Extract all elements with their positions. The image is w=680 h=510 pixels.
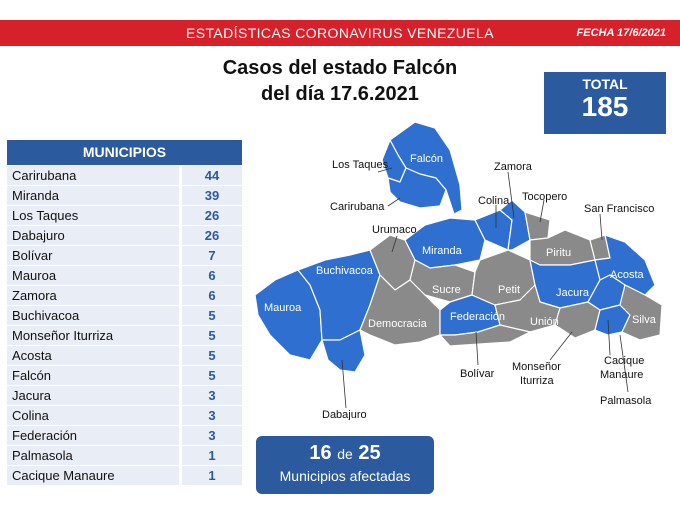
label-dabajuro: Dabajuro — [322, 409, 367, 420]
label-piritu: Piritu — [546, 247, 572, 259]
municipality-count: 5 — [182, 366, 242, 385]
municipality-name: Carirubana — [7, 166, 179, 185]
label-zamora: Zamora — [494, 161, 532, 173]
municipality-count: 6 — [182, 266, 242, 285]
leader-carirubana — [388, 198, 400, 206]
municipality-count: 6 — [182, 286, 242, 305]
label-jacura: Jacura — [556, 287, 590, 299]
label-cacique: Cacique — [604, 355, 645, 367]
label-democracia: Democracia — [368, 318, 427, 330]
total-value: 185 — [581, 91, 629, 122]
label-buchivacoa: Buchivacoa — [316, 265, 373, 277]
municipality-count: 3 — [182, 386, 242, 405]
header-date: FECHA 17/6/2021 — [576, 27, 666, 39]
total-label: TOTAL — [582, 76, 628, 92]
table-row — [7, 326, 242, 345]
label-manaure: Manaure — [600, 369, 644, 381]
label-carirubana: Carirubana — [330, 201, 385, 213]
label-monsenor: Monseñor — [512, 361, 561, 373]
municipality-count: 26 — [182, 226, 242, 245]
municipality-count: 7 — [182, 246, 242, 265]
municipality-name: Palmasola — [7, 446, 179, 465]
table-row — [7, 306, 242, 325]
falcon-state-map — [250, 110, 670, 420]
municipality-name: Zamora — [7, 286, 179, 305]
label-san-francisco: San Francisco — [584, 203, 655, 215]
label-silva: Silva — [632, 314, 656, 326]
affected-connector: de — [337, 446, 353, 462]
table-row — [7, 406, 242, 425]
map-region-monsenor-iturriza — [555, 302, 600, 338]
table-body — [7, 166, 242, 485]
municipality-name: Falcón — [7, 366, 179, 385]
municipality-count: 26 — [182, 206, 242, 225]
page-title — [190, 55, 490, 107]
municipality-name: Acosta — [7, 346, 179, 365]
table-row — [7, 266, 242, 285]
table-row — [7, 166, 242, 185]
municipalities-table — [7, 140, 242, 485]
municipality-count: 5 — [182, 346, 242, 365]
label-tocopero: Tocopero — [522, 191, 568, 203]
municipality-count: 5 — [182, 306, 242, 325]
municipality-count: 44 — [182, 166, 242, 185]
affected-count: 16 — [309, 442, 332, 464]
table-row — [7, 226, 242, 245]
municipality-name: Miranda — [7, 186, 179, 205]
affected-count-line — [256, 440, 434, 467]
table-row — [7, 206, 242, 225]
label-federacion: Federación — [450, 311, 506, 323]
affected-total: 25 — [358, 442, 381, 464]
table-row — [7, 186, 242, 205]
table-row — [7, 346, 242, 365]
header-bar — [0, 20, 680, 46]
map-region-tocopero — [525, 212, 550, 240]
municipality-count: 3 — [182, 426, 242, 445]
label-union: Unión — [530, 316, 559, 328]
page-title-line1: Casos del estado Falcón — [222, 57, 458, 79]
table-row — [7, 466, 242, 485]
municipality-name: Los Taques — [7, 206, 179, 225]
page-title-line2: del día 17.6.2021 — [261, 83, 419, 105]
label-urumaco: Urumaco — [372, 224, 417, 236]
leader-monsenor — [550, 332, 572, 360]
table-row — [7, 286, 242, 305]
label-palmasola: Palmasola — [600, 395, 652, 407]
municipality-count: 1 — [182, 466, 242, 485]
municipality-name: Jacura — [7, 386, 179, 405]
label-bolivar: Bolívar — [460, 368, 495, 380]
municipality-name: Federación — [7, 426, 179, 445]
municipality-name: Cacique Manaure — [7, 466, 179, 485]
label-los-taques: Los Taques — [332, 159, 389, 171]
label-falcon: Falcón — [410, 153, 444, 165]
header-title: ESTADÍSTICAS CORONAVIRUS VENEZUELA — [186, 25, 494, 41]
label-acosta: Acosta — [610, 269, 644, 281]
municipality-count: 39 — [182, 186, 242, 205]
table-row — [7, 366, 242, 385]
municipality-count: 5 — [182, 326, 242, 345]
affected-municipalities-badge — [256, 436, 434, 494]
label-miranda: Miranda — [422, 245, 462, 257]
municipality-name: Bolívar — [7, 246, 179, 265]
affected-label: Municipios afectadas — [279, 468, 411, 484]
label-mauroa: Mauroa — [264, 302, 302, 314]
label-iturriza: Iturriza — [520, 375, 554, 387]
municipality-count: 3 — [182, 406, 242, 425]
municipality-name: Monseñor Iturriza — [7, 326, 179, 345]
label-colina: Colina — [478, 195, 510, 207]
table-row — [7, 386, 242, 405]
municipality-name: Mauroa — [7, 266, 179, 285]
municipality-name: Buchivacoa — [7, 306, 179, 325]
label-petit: Petit — [498, 284, 521, 296]
table-row — [7, 426, 242, 445]
table-header: MUNICIPIOS — [7, 140, 242, 165]
municipality-name: Dabajuro — [7, 226, 179, 245]
label-sucre: Sucre — [432, 284, 461, 296]
municipality-name: Colina — [7, 406, 179, 425]
municipality-count: 1 — [182, 446, 242, 465]
table-row — [7, 446, 242, 465]
table-row — [7, 246, 242, 265]
